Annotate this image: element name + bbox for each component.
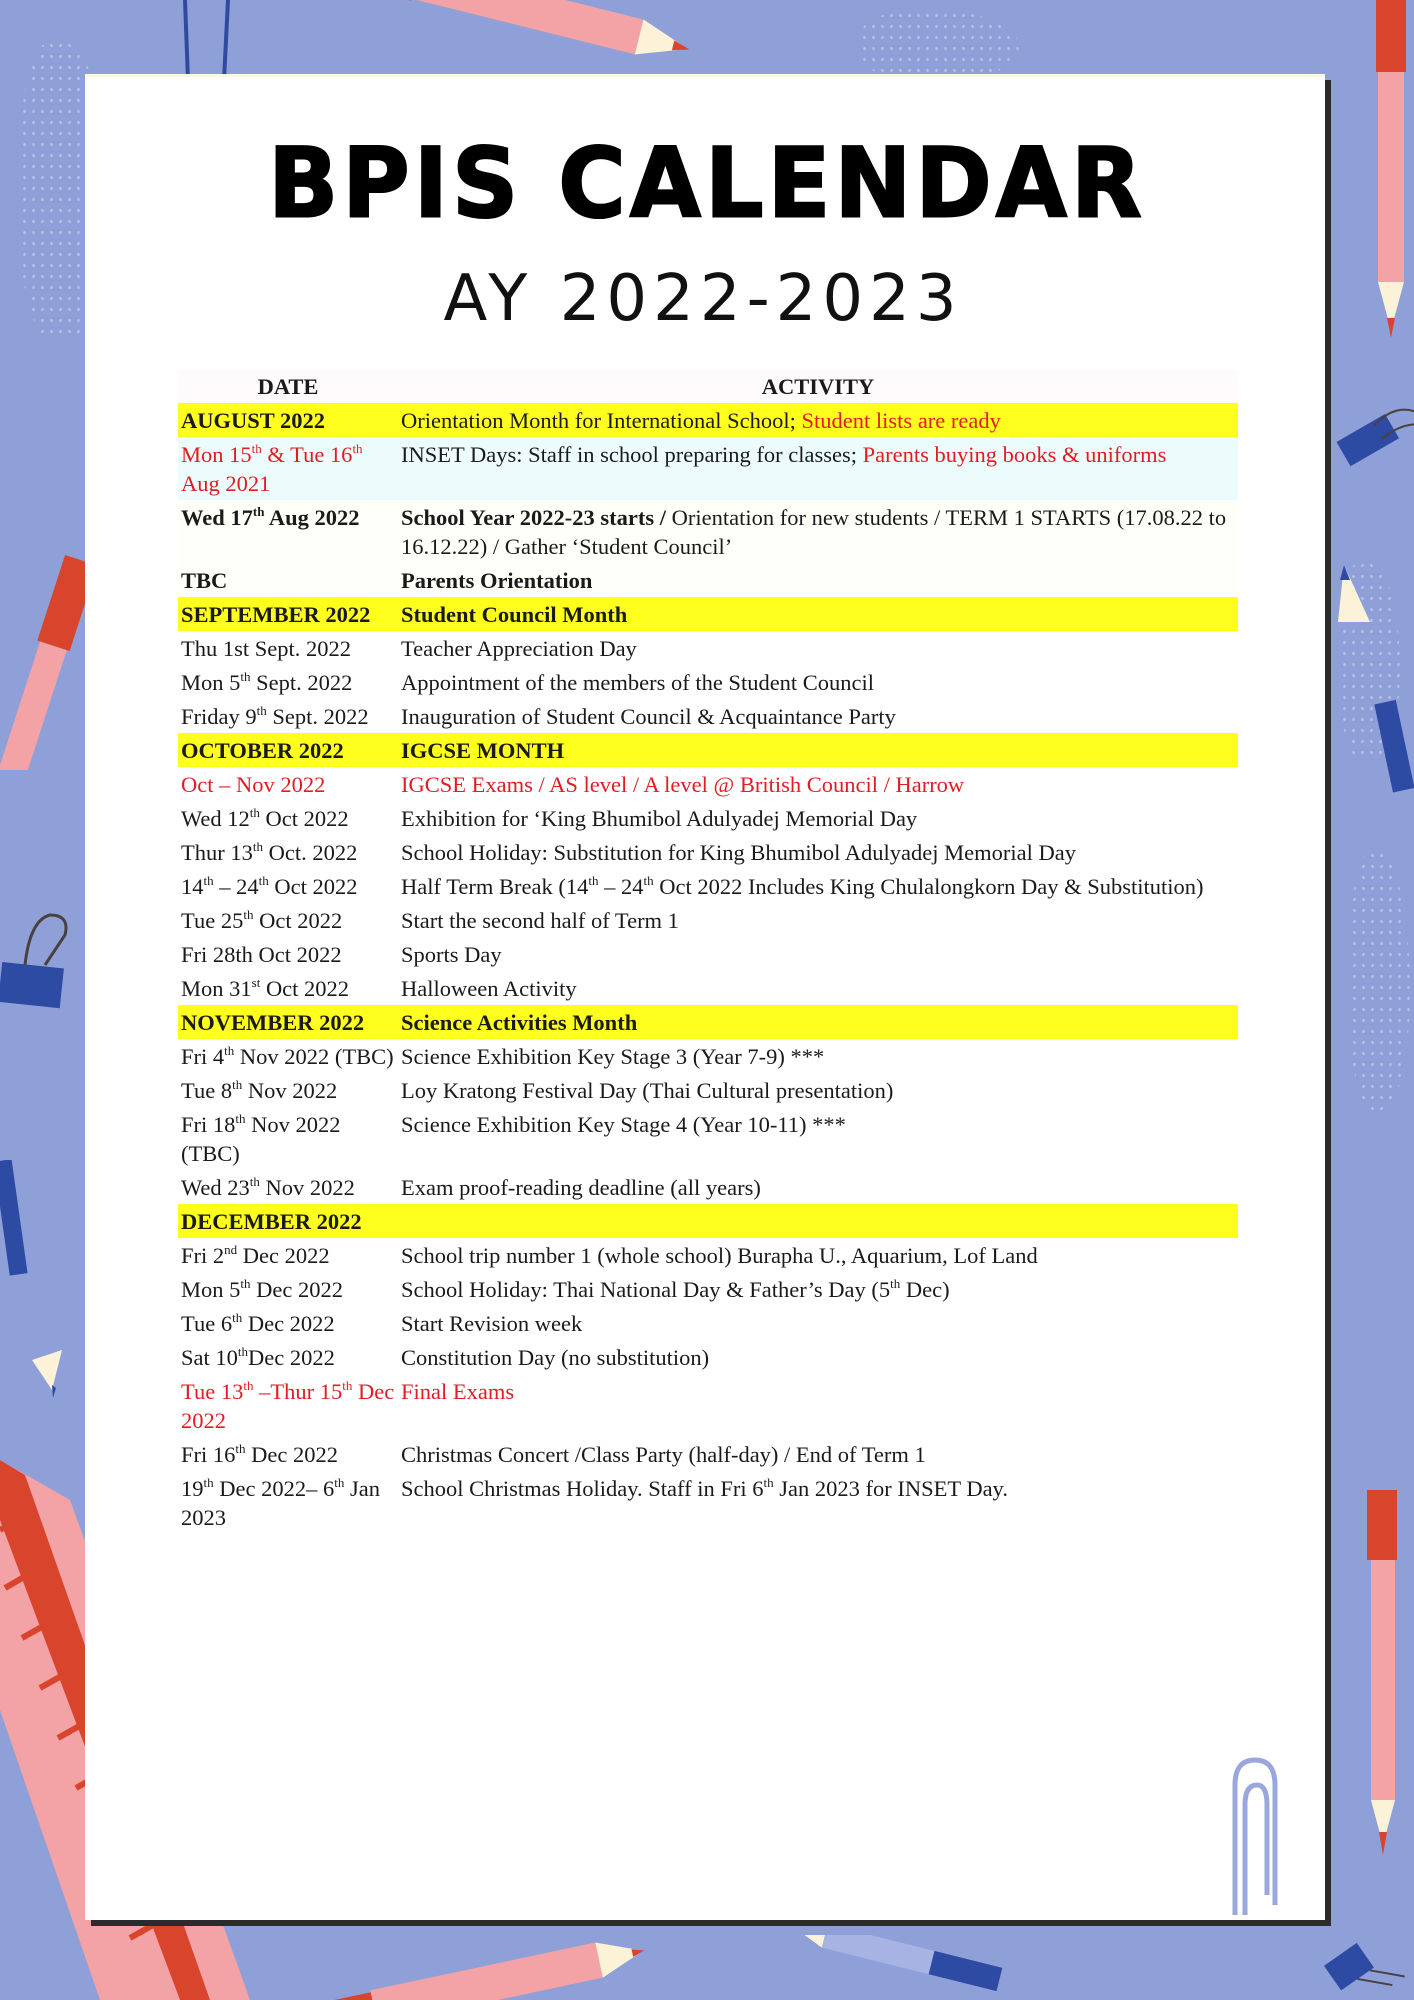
pen-icon <box>0 550 85 770</box>
event-date: Tue 25th Oct 2022 <box>181 907 343 933</box>
table-row <box>178 500 1238 563</box>
month-label: DECEMBER 2022 <box>178 1204 398 1238</box>
event-date: Wed 17th Aug 2022 <box>178 500 398 563</box>
event-date: Mon 31st Oct 2022 <box>181 975 350 1001</box>
table-row <box>178 1306 1238 1340</box>
event-date: Fri 16th Dec 2022 <box>181 1441 338 1467</box>
month-label: SEPTEMBER 2022 <box>178 597 398 631</box>
table-row <box>178 1039 1238 1073</box>
event-date: Tue 8th Nov 2022 <box>181 1077 338 1103</box>
event-activity: Teacher Appreciation Day <box>401 636 637 661</box>
month-label: NOVEMBER 2022 <box>178 1005 398 1039</box>
event-activity: School Year 2022-23 starts / Orientation for new students / TERM 1 STARTS (17.08.22 to 16.12.22) / Gather ‘Student Council’ <box>398 500 1238 563</box>
table-row <box>178 1238 1238 1272</box>
event-activity: Sports Day <box>401 942 502 967</box>
event-date: Fri 18th Nov 2022 (TBC) <box>181 1111 341 1166</box>
table-header-row <box>178 370 1238 403</box>
month-row-december <box>178 1204 1238 1238</box>
table-row <box>178 1107 1238 1170</box>
event-activity: Start the second half of Term 1 <box>401 908 679 933</box>
month-theme: Student Council Month <box>398 597 1238 631</box>
event-activity: School trip number 1 (whole school) Burapha U., Aquarium, Lof Land <box>401 1243 1038 1268</box>
event-activity: Inauguration of Student Council & Acquaintance Party <box>401 704 896 729</box>
table-row <box>178 835 1238 869</box>
pencil-icon <box>330 0 750 60</box>
pen-icon <box>0 1160 30 1280</box>
table-row <box>178 937 1238 971</box>
event-date: Wed 12th Oct 2022 <box>181 805 349 831</box>
binder-clip-icon <box>1330 400 1414 480</box>
event-activity: Christmas Concert /Class Party (half-day) / End of Term 1 <box>401 1442 926 1467</box>
event-date: Sat 10thDec 2022 <box>181 1344 335 1370</box>
event-date: Mon 5th Dec 2022 <box>181 1276 343 1302</box>
month-theme: IGCSE MONTH <box>398 733 1238 767</box>
event-activity: Constitution Day (no substitution) <box>401 1345 710 1370</box>
calendar-table <box>178 370 1238 1534</box>
event-date: TBC <box>178 563 398 597</box>
event-activity: Halloween Activity <box>401 976 577 1001</box>
table-row <box>178 1471 1238 1534</box>
table-row <box>178 1170 1238 1204</box>
event-activity: Loy Kratong Festival Day (Thai Cultural presentation) <box>401 1078 894 1103</box>
event-activity: Appointment of the members of the Student Council <box>401 670 875 695</box>
month-theme: Orientation Month for International School; Student lists are ready <box>398 403 1238 437</box>
event-date: Fri 28th Oct 2022 <box>181 942 342 967</box>
event-date: 14th – 24th Oct 2022 <box>181 873 358 899</box>
pencil-icon <box>1330 560 1414 800</box>
event-date: Tue 6th Dec 2022 <box>181 1310 335 1336</box>
event-activity: Final Exams <box>401 1379 515 1404</box>
table-row <box>178 437 1238 500</box>
table-row <box>178 1073 1238 1107</box>
event-activity: Exam proof-reading deadline (all years) <box>401 1175 761 1200</box>
pen-icon <box>1355 1480 1414 1860</box>
event-activity: Half Term Break (14th – 24th Oct 2022 Includes King Chulalongkorn Day & Substitution) <box>401 873 1204 899</box>
binder-clip-icon <box>0 910 80 1010</box>
event-date: Wed 23th Nov 2022 <box>181 1174 355 1200</box>
month-row-september <box>178 597 1238 631</box>
table-row <box>178 1272 1238 1306</box>
academic-year-subtitle: AY 2022-2023 <box>443 262 963 336</box>
month-theme <box>398 1204 1238 1238</box>
event-activity: Science Exhibition Key Stage 3 (Year 7-9) *** <box>401 1044 825 1069</box>
table-row <box>178 563 1238 597</box>
event-date: Thu 1st Sept. 2022 <box>181 636 352 661</box>
table-row <box>178 767 1238 801</box>
event-activity: Exhibition for ‘King Bhumibol Adulyadej Memorial Day <box>401 806 918 831</box>
event-date: Mon 5th Sept. 2022 <box>181 669 353 695</box>
event-date: Fri 4th Nov 2022 (TBC) <box>181 1043 394 1069</box>
event-date: Fri 2nd Dec 2022 <box>181 1242 330 1268</box>
event-activity: School Holiday: Substitution for King Bhumibol Adulyadej Memorial Day <box>401 840 1076 865</box>
highlight-note: Student lists are ready <box>801 408 1001 433</box>
month-row-november <box>178 1005 1238 1039</box>
event-activity: School Holiday: Thai National Day & Father’s Day (5th Dec) <box>401 1276 950 1302</box>
binder-clip-icon <box>1320 1925 1414 2000</box>
event-date: Friday 9th Sept. 2022 <box>181 703 369 729</box>
table-row <box>178 971 1238 1005</box>
event-date: Oct – Nov 2022 <box>181 772 326 797</box>
event-activity: Parents Orientation <box>398 563 1238 597</box>
event-activity: IGCSE Exams / AS level / A level @ British Council / Harrow <box>401 772 965 797</box>
table-row <box>178 699 1238 733</box>
table-row <box>178 631 1238 665</box>
pencil-icon <box>28 1350 68 1405</box>
speckle-decoration <box>860 10 1020 80</box>
table-row <box>178 1340 1238 1374</box>
speckle-decoration <box>1350 850 1410 1110</box>
activity-column-header: ACTIVITY <box>398 370 1238 403</box>
month-label: OCTOBER 2022 <box>178 733 398 767</box>
pencil-icon <box>780 1935 1020 2000</box>
table-row <box>178 665 1238 699</box>
month-theme: Science Activities Month <box>398 1005 1238 1039</box>
event-date: Mon 15th & Tue 16th Aug 2021 <box>178 437 398 500</box>
table-row <box>178 869 1238 903</box>
page-title: BPIS CALENDAR <box>268 127 1146 240</box>
event-date: Thur 13th Oct. 2022 <box>181 839 358 865</box>
month-row-october <box>178 733 1238 767</box>
event-activity: INSET Days: Staff in school preparing for classes; Parents buying books & uniforms <box>398 437 1238 500</box>
date-column-header: DATE <box>178 370 398 403</box>
month-row-august <box>178 403 1238 437</box>
table-row <box>178 801 1238 835</box>
event-date: Tue 13th –Thur 15th Dec 2022 <box>181 1378 395 1433</box>
month-label: AUGUST 2022 <box>178 403 398 437</box>
event-activity: Science Exhibition Key Stage 4 (Year 10-11) *** <box>401 1112 846 1137</box>
table-row <box>178 903 1238 937</box>
event-activity: School Christmas Holiday. Staff in Fri 6th Jan 2023 for INSET Day. <box>401 1475 1008 1501</box>
pencil-icon <box>300 1935 700 2000</box>
table-row <box>178 1374 1238 1437</box>
event-date: 19th Dec 2022– 6th Jan 2023 <box>181 1475 380 1530</box>
table-row <box>178 1437 1238 1471</box>
event-activity: Start Revision week <box>401 1311 583 1336</box>
paper-clip-icon <box>1215 1755 1285 1925</box>
